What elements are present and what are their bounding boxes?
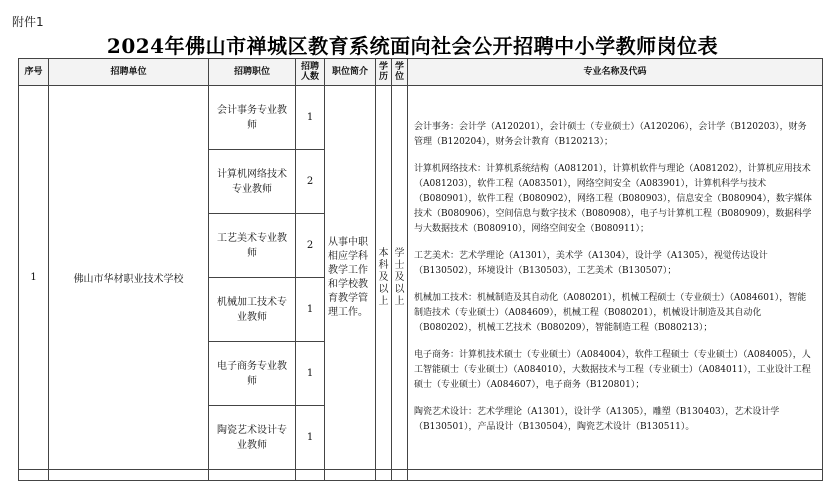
header-unit: 招聘单位	[49, 59, 209, 86]
major-paragraph: 计算机网络技术：计算机系统结构（A081201），计算机软件与理论（A081202），计算机应用技术（A081203），软件工程（A083501），网络空间安全（A083901），计算机科学与技术（B080901），软件工程（B080902），网络工程（B080903），信息安全（B080904），数字媒体技术（B080906），空间信息与数字技术（B080908），电子与计算机工程（B080909），数据科学与大数据技术（B080910），网络空间安全（B080911）；	[414, 164, 812, 234]
empty-cell	[49, 470, 209, 481]
empty-cell	[19, 470, 49, 481]
row-index: 1	[19, 86, 49, 470]
majors-cell	[408, 86, 823, 470]
position-count: 1	[296, 86, 325, 150]
position-count: 1	[296, 406, 325, 470]
position-name: 工艺美术专业教师	[209, 214, 296, 278]
empty-cell	[376, 470, 392, 481]
empty-cell	[392, 470, 408, 481]
degree-requirement: 学士及以上	[392, 86, 408, 470]
table-row	[19, 86, 823, 150]
major-paragraph: 电子商务：计算机技术硕士（专业硕士）（A084004），软件工程硕士（专业硕士）（A084005），人工智能硕士（专业硕士）（A084010），大数据技术与工程（专业硕士）（A084011），工业设计工程硕士（专业硕士）（A084607），电子商务（B120801）；	[414, 350, 811, 390]
empty-cell	[296, 470, 325, 481]
positions-table	[18, 58, 823, 481]
header-description: 职位简介	[325, 59, 376, 86]
position-description: 从事中职相应学科教学工作和学校教育教学管理工作。	[325, 86, 376, 470]
header-majors: 专业名称及代码	[408, 59, 823, 86]
position-count: 2	[296, 150, 325, 214]
major-paragraph: 陶瓷艺术设计：艺术学理论（A1301），设计学（A1305），雕塑（B130403），艺术设计学（B130501），产品设计（B130504），陶瓷艺术设计（B130511）。	[414, 407, 780, 432]
header-index: 序号	[19, 59, 49, 86]
position-name: 电子商务专业教师	[209, 342, 296, 406]
position-count: 2	[296, 214, 325, 278]
header-degree: 学位	[392, 59, 408, 86]
major-paragraph: 会计事务：会计学（A120201），会计硕士（专业硕士）（A120206），会计学（B120203），财务管理（B120204），财务会计教育（B120213）；	[414, 122, 807, 147]
empty-cell	[408, 470, 823, 481]
attachment-label: 附件1	[12, 15, 44, 29]
header-count: 招聘人数	[296, 59, 325, 86]
header-education: 学历	[376, 59, 392, 86]
header-position: 招聘职位	[209, 59, 296, 86]
position-name: 陶瓷艺术设计专业教师	[209, 406, 296, 470]
recruiting-unit: 佛山市华材职业技术学校	[49, 86, 209, 470]
table-row-partial	[19, 470, 823, 481]
position-name: 机械加工技术专业教师	[209, 278, 296, 342]
header-row	[19, 59, 823, 86]
document-title: 2024年佛山市禅城区教育系统面向社会公开招聘中小学教师岗位表	[106, 34, 719, 58]
education-requirement: 本科及以上	[376, 86, 392, 470]
position-name: 计算机网络技术专业教师	[209, 150, 296, 214]
position-count: 1	[296, 278, 325, 342]
major-paragraph: 机械加工技术：机械制造及其自动化（A080201），机械工程硕士（专业硕士）（A084601），智能制造技术（专业硕士）（A084609），机械工程（B080201），机械设计制造及其自动化（B080202），机械工艺技术（B080209），智能制造工程（B080213）；	[414, 293, 807, 333]
empty-cell	[209, 470, 296, 481]
empty-cell	[325, 470, 376, 481]
major-paragraph: 工艺美术：艺术学理论（A1301），美术学（A1304），设计学（A1305），视觉传达设计（B130502），环境设计（B130503），工艺美术（B130507）；	[414, 251, 768, 276]
position-name: 会计事务专业教师	[209, 86, 296, 150]
position-count: 1	[296, 342, 325, 406]
